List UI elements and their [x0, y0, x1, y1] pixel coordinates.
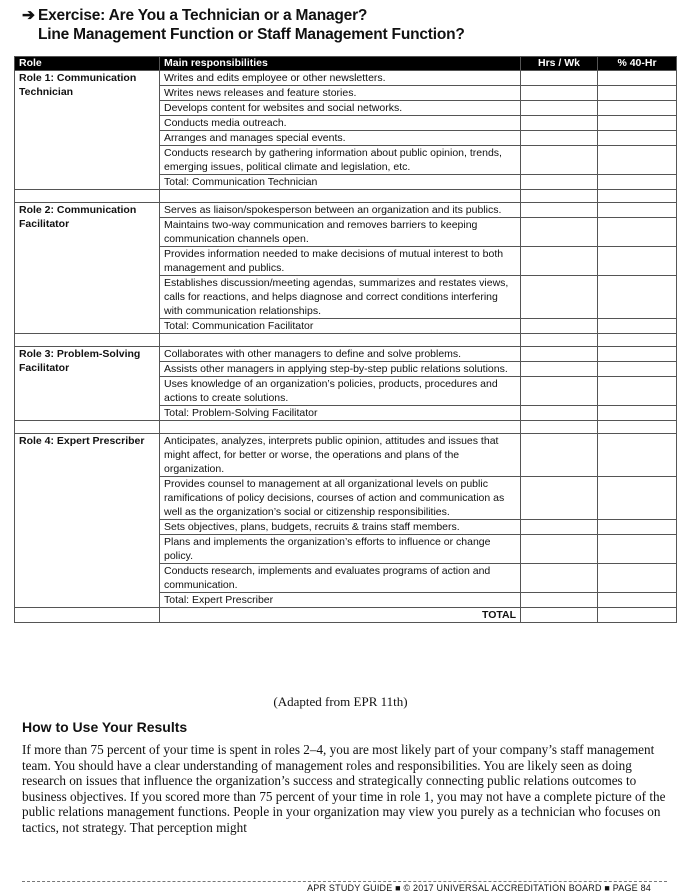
responsibility-text: Provides counsel to management at all organizational levels on public ramifications of policy decisions, courses of action and communication as well as the organization’s social or citizenship responsibilities.	[160, 477, 521, 520]
hours-input-cell[interactable]	[521, 131, 598, 146]
responsibility-text: Writes news releases and feature stories.	[160, 86, 521, 101]
results-paragraph: If more than 75 percent of your time is spent in roles 2–4, you are most likely part of your company’s staff management team. You should have a clear understanding of management roles and responsibilities. You are likely seen as doing research on issues that influence the organization’s success and strategically connecting public relations outcomes to business objectives. If you scored more than 75 percent of your time in role 1, you may not have a complete picture of the public relations management functions. People in your organization may view you purely as a technician who focuses on tactics, not strategy. That perception might	[22, 742, 666, 835]
percent-input-cell[interactable]	[598, 131, 677, 146]
hours-input-cell[interactable]	[521, 247, 598, 276]
arrow-icon: ➔	[22, 7, 35, 24]
hours-input-cell[interactable]	[521, 477, 598, 520]
grand-total-row	[15, 608, 677, 623]
percent-input-cell[interactable]	[598, 362, 677, 377]
header-hours: Hrs / Wk	[521, 57, 598, 71]
howto-heading: How to Use Your Results	[22, 719, 188, 735]
responsibility-text: Establishes discussion/meeting agendas, summarizes and restates views, calls for reactions, and helps diagnose and correct conditions interfering with communication relationships.	[160, 276, 521, 319]
hours-input-cell[interactable]	[521, 362, 598, 377]
percent-input-cell[interactable]	[598, 71, 677, 86]
hours-total-cell[interactable]	[521, 175, 598, 190]
percent-total-cell[interactable]	[598, 175, 677, 190]
percent-input-cell[interactable]	[598, 564, 677, 593]
hours-total-cell[interactable]	[521, 593, 598, 608]
hours-input-cell[interactable]	[521, 116, 598, 131]
responsibility-text: Collaborates with other managers to define and solve problems.	[160, 347, 521, 362]
spacer-row	[15, 190, 677, 203]
table-row	[15, 434, 677, 477]
percent-input-cell[interactable]	[598, 276, 677, 319]
spacer-cell	[160, 421, 521, 434]
percent-input-cell[interactable]	[598, 146, 677, 175]
role-total-label: Total: Communication Facilitator	[160, 319, 521, 334]
percent-input-cell[interactable]	[598, 101, 677, 116]
spacer-cell	[521, 334, 598, 347]
spacer-cell	[160, 190, 521, 203]
table-row	[15, 71, 677, 86]
responsibility-text: Arranges and manages special events.	[160, 131, 521, 146]
table-row	[15, 203, 677, 218]
responsibility-text: Conducts media outreach.	[160, 116, 521, 131]
hours-input-cell[interactable]	[521, 203, 598, 218]
title-line-2: Line Management Function or Staff Management Function?	[38, 26, 465, 43]
responsibility-text: Plans and implements the organization’s efforts to influence or change policy.	[160, 535, 521, 564]
percent-input-cell[interactable]	[598, 247, 677, 276]
percent-input-cell[interactable]	[598, 377, 677, 406]
spacer-row	[15, 421, 677, 434]
spacer-cell	[598, 421, 677, 434]
responsibility-text: Provides information needed to make decisions of mutual interest to both management and publics.	[160, 247, 521, 276]
responsibility-text: Anticipates, analyzes, interprets public opinion, attitudes and issues that might affect, for better or worse, the operations and plans of the organization.	[160, 434, 521, 477]
spacer-row	[15, 334, 677, 347]
responsibilities-table	[14, 56, 677, 623]
spacer-cell	[598, 190, 677, 203]
role-total-label: Total: Communication Technician	[160, 175, 521, 190]
grand-total-percent[interactable]	[598, 608, 677, 623]
percent-total-cell[interactable]	[598, 593, 677, 608]
responsibility-text: Writes and edits employee or other newsletters.	[160, 71, 521, 86]
percent-input-cell[interactable]	[598, 477, 677, 520]
percent-total-cell[interactable]	[598, 406, 677, 421]
role-name: Role 1: Communication Technician	[15, 71, 160, 190]
responsibility-text: Conducts research by gathering information about public opinion, trends, emerging issues, political climate and legislation, etc.	[160, 146, 521, 175]
responsibility-text: Assists other managers in applying step-by-step public relations solutions.	[160, 362, 521, 377]
percent-input-cell[interactable]	[598, 520, 677, 535]
responsibility-text: Serves as liaison/spokesperson between an organization and its publics.	[160, 203, 521, 218]
grand-total-hours[interactable]	[521, 608, 598, 623]
percent-input-cell[interactable]	[598, 434, 677, 477]
spacer-cell	[160, 334, 521, 347]
hours-input-cell[interactable]	[521, 86, 598, 101]
hours-input-cell[interactable]	[521, 564, 598, 593]
spacer-cell	[521, 421, 598, 434]
role-name: Role 3: Problem-Solving Facilitator	[15, 347, 160, 421]
percent-input-cell[interactable]	[598, 218, 677, 247]
responsibility-text: Sets objectives, plans, budgets, recruits & trains staff members.	[160, 520, 521, 535]
role-total-label: Total: Problem-Solving Facilitator	[160, 406, 521, 421]
hours-input-cell[interactable]	[521, 146, 598, 175]
spacer-cell	[598, 334, 677, 347]
exercise-title	[22, 6, 465, 44]
percent-input-cell[interactable]	[598, 86, 677, 101]
spacer-cell	[521, 190, 598, 203]
role-name: Role 4: Expert Prescriber	[15, 434, 160, 608]
spacer-cell	[15, 334, 160, 347]
grand-total-label: TOTAL	[160, 608, 521, 623]
page-footer: APR STUDY GUIDE ■ © 2017 UNIVERSAL ACCREDITATION BOARD ■ PAGE 84	[307, 883, 651, 893]
responsibility-text: Uses knowledge of an organization’s policies, products, procedures and actions to create solutions.	[160, 377, 521, 406]
hours-input-cell[interactable]	[521, 218, 598, 247]
hours-input-cell[interactable]	[521, 276, 598, 319]
header-responsibilities: Main responsibilities	[160, 57, 521, 71]
title-line-1: Exercise: Are You a Technician or a Manager?	[38, 7, 368, 24]
responsibility-text: Maintains two-way communication and removes barriers to keeping communication channels open.	[160, 218, 521, 247]
responsibility-text: Develops content for websites and social networks.	[160, 101, 521, 116]
hours-input-cell[interactable]	[521, 347, 598, 362]
hours-input-cell[interactable]	[521, 520, 598, 535]
percent-input-cell[interactable]	[598, 203, 677, 218]
role-name: Role 2: Communication Facilitator	[15, 203, 160, 334]
spacer-cell	[15, 190, 160, 203]
hours-input-cell[interactable]	[521, 535, 598, 564]
footer-divider	[22, 881, 667, 882]
hours-total-cell[interactable]	[521, 406, 598, 421]
spacer-cell	[15, 421, 160, 434]
hours-input-cell[interactable]	[521, 71, 598, 86]
hours-input-cell[interactable]	[521, 101, 598, 116]
footnote: (Adapted from EPR 11th)	[273, 694, 408, 709]
header-percent: % 40-Hr	[598, 57, 677, 71]
percent-input-cell[interactable]	[598, 535, 677, 564]
percent-input-cell[interactable]	[598, 347, 677, 362]
table-header-row	[15, 57, 677, 71]
role-total-label: Total: Expert Prescriber	[160, 593, 521, 608]
grand-total-empty	[15, 608, 160, 623]
hours-total-cell[interactable]	[521, 319, 598, 334]
percent-total-cell[interactable]	[598, 319, 677, 334]
responsibility-text: Conducts research, implements and evaluates programs of action and communication.	[160, 564, 521, 593]
percent-input-cell[interactable]	[598, 116, 677, 131]
hours-input-cell[interactable]	[521, 377, 598, 406]
header-role: Role	[15, 57, 160, 71]
table-row	[15, 347, 677, 362]
hours-input-cell[interactable]	[521, 434, 598, 477]
